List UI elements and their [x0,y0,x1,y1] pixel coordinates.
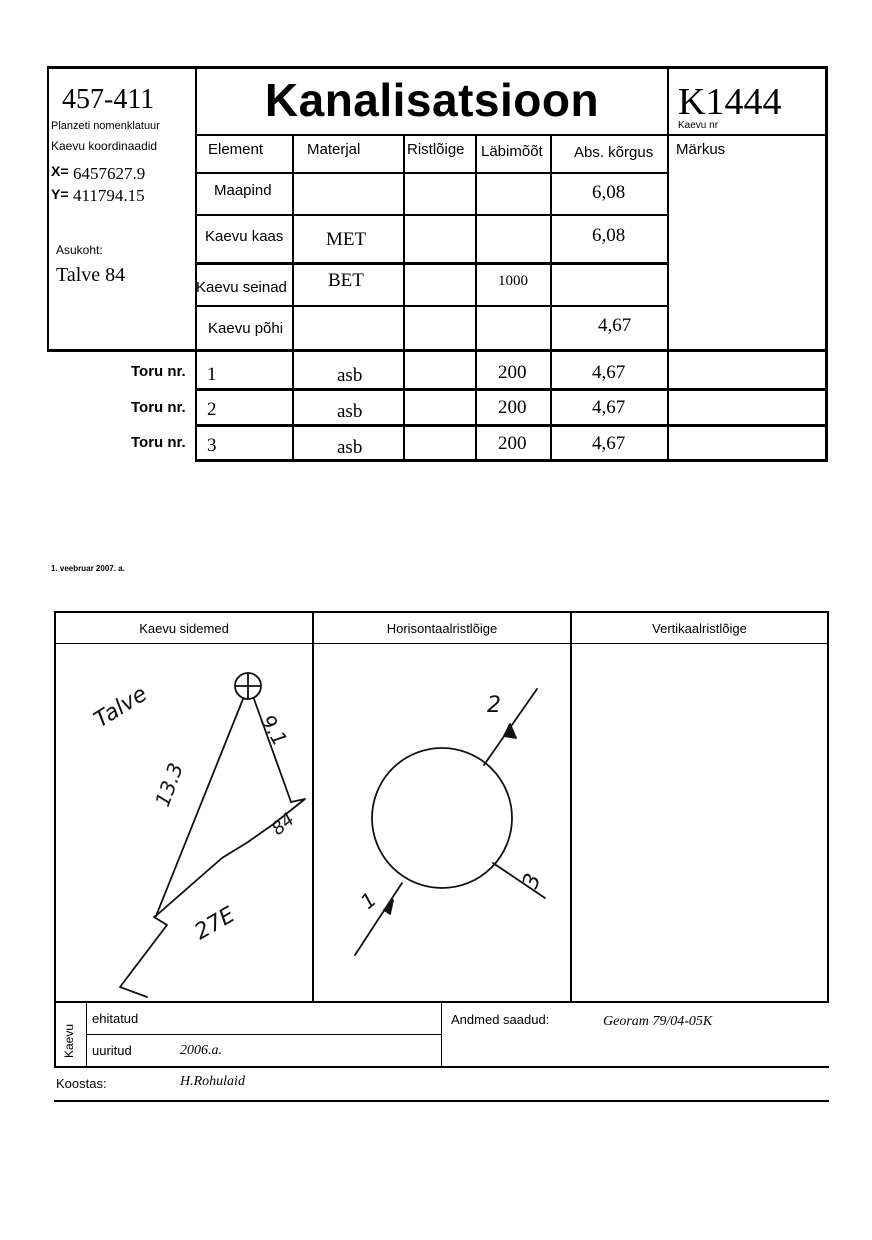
sketch-col-vertical: Vertikaalristlõige [652,621,747,636]
pipe-number: 3 [207,435,217,456]
y-value: 411794.15 [73,186,145,205]
row-abs-height: 6,08 [592,225,626,246]
row-diameter: 1000 [498,273,528,289]
manhole-circle [372,748,512,888]
pipe-abs-height: 4,67 [592,397,626,418]
compiled-value: H.Rohulaid [180,1074,245,1089]
row-element: Kaevu kaas [205,228,284,245]
col-cross-section: Ristlõige [407,141,465,158]
hw-pipe-3: 3 [518,870,547,893]
surveyed-label: uuritud [92,1043,132,1058]
pipe-material: asb [337,365,363,386]
compiled-label: Koostas: [56,1076,107,1091]
pipe-material: asb [337,401,363,422]
hw-house-number: 84 [267,809,299,840]
location-value: Talve 84 [56,264,126,286]
row-abs-height: 6,08 [592,182,626,203]
well-number: K1444 [678,81,782,123]
hw-house-27e: 27E [190,902,240,946]
footer-side-label: Kaevu [62,1023,76,1059]
nomenclature-label: Planzeti nomenklatuur [51,120,160,132]
hw-distance-b: 9.1 [255,710,293,751]
x-label: X= [51,163,69,179]
well-number-label: Kaevu nr [678,120,719,131]
page-title: Kanalisatsioon [264,74,600,126]
col-diameter: Läbimõõt [481,143,543,160]
surveyed-value: 2006.a. [180,1043,222,1058]
location-label: Asukoht: [56,243,103,257]
pipe-abs-height: 4,67 [592,433,626,454]
row-abs-height: 4,67 [598,315,632,336]
hw-pipe-2: 2 [487,693,501,718]
coords-label: Kaevu koordinaadid [51,139,158,153]
row-material: BET [328,270,364,291]
pipe-number: 2 [207,399,217,420]
pipe-number: 1 [207,364,217,385]
built-label: ehitatud [92,1011,139,1026]
pipe-diameter: 200 [498,433,527,454]
pipe-material: asb [337,437,363,458]
x-value: 6457627.9 [73,164,146,183]
pipe-diameter: 200 [498,362,527,383]
col-element: Element [208,141,264,158]
col-material: Materjal [307,141,361,158]
pipe-abs-height: 4,67 [592,362,626,383]
row-element: Kaevu põhi [208,320,284,337]
row-element: Kaevu seinad [196,279,287,296]
pipe-label: Toru nr. [131,363,186,380]
pipe-label: Toru nr. [131,399,186,416]
hw-street: Talve [89,681,152,734]
row-element: Maapind [214,182,272,199]
pipe-label: Toru nr. [131,434,186,451]
pipe-diameter: 200 [498,397,527,418]
hw-pipe-1: 1 [355,887,381,914]
sketch-col-horizontal: Horisontaalristlõige [386,621,498,636]
data-source-label: Andmed saadud: [451,1012,550,1027]
sketch-col-ties: Kaevu sidemed [139,621,229,636]
row-material: MET [326,229,367,250]
nomenclature-value: 457-411 [62,84,155,115]
hw-distance-a: 13.3 [150,759,188,810]
data-source-value: Georam 79/04-05K [603,1014,713,1029]
document-date: 1. veebruar 2007. a. [51,564,125,573]
y-label: Y= [51,186,69,202]
col-remark: Märkus [676,141,726,158]
col-abs-height: Abs. kõrgus [574,144,654,161]
